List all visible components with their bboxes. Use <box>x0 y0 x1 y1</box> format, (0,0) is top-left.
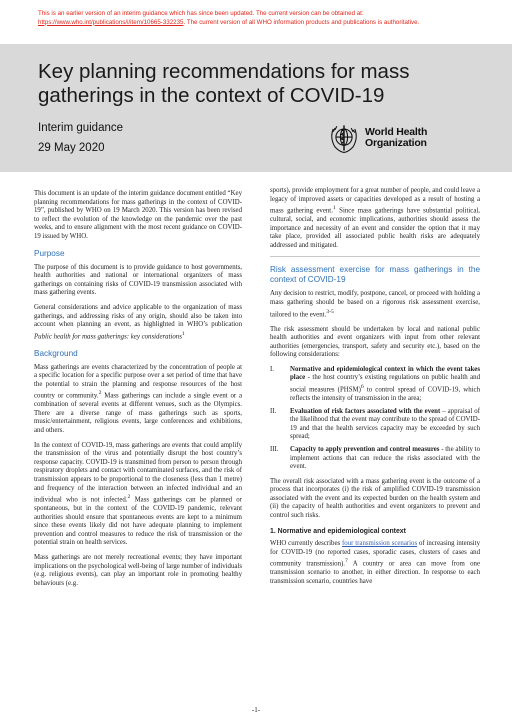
norm-text-c: A country or area can move from one transmission scenario to another, in either direction. In response to each transmission scenario, countries have <box>270 560 480 585</box>
left-column <box>34 190 242 594</box>
item-text-cont: to control spread of COVID-19, which reflects the intensity of transmission in the area; <box>290 386 480 402</box>
purpose-heading: Purpose <box>34 248 65 258</box>
item-number: II. <box>270 407 277 415</box>
footnote-ref: 1 <box>181 330 185 337</box>
item-text: – appraisal of the likelihood that the event may contribute to the spread of COVID-19 and that the health services capacity may be exceeded by such spread; <box>290 407 480 441</box>
list-item <box>270 408 480 442</box>
bg-p1b-text: Mass gatherings can include a single event or a combination of several events at different venues, such as the Olympics. There are a diverse range of mass gatherings such as sports, music/entertainment, religious events, large conferences and exhibitions, and others. <box>34 392 242 435</box>
footnote-ref: 3-5 <box>326 308 334 315</box>
purpose-p2-text: General considerations and advice applicable to the organization of mass gatherings, and addressing risks of any origin, should also be taken into account when planning an event, as highlighted in WHO’s publication <box>34 303 242 329</box>
footnote-ref: 7 <box>345 558 348 565</box>
item-text: - the host country’s existing regulations on public health and social measures (PHSM) <box>290 374 480 394</box>
bg-p1-text: Mass gatherings are events characterized by the concentration of people at a specific location for a specific purpose over a set period of time that have the potential to strain the planning and response resources of the host country or community. <box>34 363 242 400</box>
intro-paragraph: This document is an update of the interim guidance document entitled “Key planning recommendations for mass gatherings in the context of COVID-19”, published by WHO on 19 March 2020. This version has been revised to reflect the evolution of the knowledge on the pandemic over the past weeks, and to ensure alignment with the most recent guidance on COVID-19 issued by WHO. <box>34 190 242 240</box>
item-number: III. <box>270 445 279 453</box>
org-name-line1: World Health <box>365 126 428 138</box>
norm-text-a: WHO currently describes <box>270 540 342 548</box>
risk-assessment-heading: Risk assessment exercise for mass gatherings in the context of COVID-19 <box>270 265 480 285</box>
risk-paragraph-2: The risk assessment should be undertaken by local and national public health authorities and event organizers with input from other relevant authorities (emergencies, transport, safety and security etc.), based on the following considerations: <box>270 325 480 359</box>
item-title: Normative and epidemiological context in which the event takes place <box>290 365 480 382</box>
continued-paragraph <box>270 187 480 250</box>
right-p1b-text: Since mass gatherings have substantial political, cultural, social, and economic implications, authorities should assess the importance and necessity of an event and consider the option that it may take place, provided all associated public health risks are adequately addressed and mitigated. <box>270 207 480 249</box>
considerations-list <box>270 366 480 472</box>
right-p1-text: sports), provide employment for a great number of people, and could leave a legacy of improved assets or capacities developed as a result of hosting a mass gathering event. <box>270 187 480 215</box>
item-title: Capacity to apply prevention and control measures <box>290 445 440 453</box>
transmission-scenarios-link[interactable]: four transmission scenarios <box>342 540 418 548</box>
footnote-ref: 6 <box>360 384 364 391</box>
right-column <box>270 187 480 593</box>
document-title: Key planning recommendations for mass gatherings in the context of COVID-19 <box>38 60 410 107</box>
list-item <box>270 366 480 404</box>
background-paragraph-3: Mass gatherings are not merely recreational events; they have important implications on the psychological well-being of large number of individuals (e.g. religious events), can play an important role in promoting healthy behaviours (e.g. <box>34 554 242 587</box>
norm-text-b: of increasing intensity for COVID-19 (no reported cases, sporadic cases, clusters of cases and community transmission). <box>270 540 481 568</box>
background-heading: Background <box>34 348 78 358</box>
page-number: -1- <box>251 706 261 714</box>
footnote-ref: 2 <box>98 390 102 397</box>
document-date: 29 May 2020 <box>38 142 105 154</box>
normative-context-heading: 1. Normative and epidemiological context <box>270 527 406 535</box>
footnote-ref: 2 <box>127 494 131 501</box>
publication-title: Public health for mass gatherings: key considerations <box>34 333 182 340</box>
footnote-ref: 1 <box>332 205 336 212</box>
list-item <box>270 446 480 472</box>
bg-p2b-text: Mass gatherings can be planned or spontaneous, but in the context of the COVID-19 pandemic, relevant authorities should ensure that spontaneous events are kept to a minimum since these events likely did not have adequate planning to implement prevention and control measures to reduce the risk of transmission or the potential strain on health services. <box>34 496 242 547</box>
normative-paragraph <box>270 540 480 586</box>
item-number: I. <box>270 365 274 373</box>
purpose-paragraph-2 <box>34 304 242 342</box>
current-version-link[interactable]: https://www.who.int/publications/i/item/10665-332235 <box>38 18 184 26</box>
who-emblem-icon <box>326 120 362 156</box>
who-logo <box>326 118 476 158</box>
risk-paragraph-1 <box>270 290 480 319</box>
notice-line2: . The current version of all WHO information products and publications is authoritative. <box>183 18 420 26</box>
notice-line1: This is an earlier version of an interim guidance which has since been updated. The current version can be obtained at: <box>38 10 364 17</box>
background-paragraph-2 <box>34 442 242 548</box>
background-paragraph-1 <box>34 364 242 436</box>
outdated-version-notice <box>38 10 478 27</box>
risk-paragraph-3: The overall risk associated with a mass gathering event is the outcome of a process that incorporates (i) the risk of amplified COVID-19 transmission associated with the event and its expected burden on the health system and (ii) the capacity of health authorities and event organizers to prevent and control such risks. <box>270 477 480 520</box>
item-text: - the ability to implement actions that can reduce the risks associated with the event. <box>290 445 480 471</box>
bg-p2-text: In the context of COVID-19, mass gatherings are events that could amplify the transmission of the virus and potentially disrupt the host country’s response capacity. COVID-19 is transmitted from person to person through respiratory droplets and contact with contaminated surfaces, and the risk of transmission appears to be proportional to the closeness (less than 1 metre) and frequency of the interaction between an infected individual and an individual who is not infected. <box>34 441 242 504</box>
item-title: Evaluation of risk factors associated with the event <box>290 407 441 415</box>
document-subtitle: Interim guidance <box>38 122 124 134</box>
risk-p1-text: Any decision to restrict, modify, postpone, cancel, or proceed with holding a mass gathering should be based on a rigorous risk assessment exercise, tailored to the event. <box>270 290 480 318</box>
org-name-line2: Organization <box>365 137 427 149</box>
purpose-paragraph-1: The purpose of this document is to provide guidance to host governments, health authorities and national or international organizers of mass gatherings on containing risks of COVID-19 transmission associated with mass gathering events. <box>34 263 242 297</box>
section-divider <box>270 256 480 257</box>
